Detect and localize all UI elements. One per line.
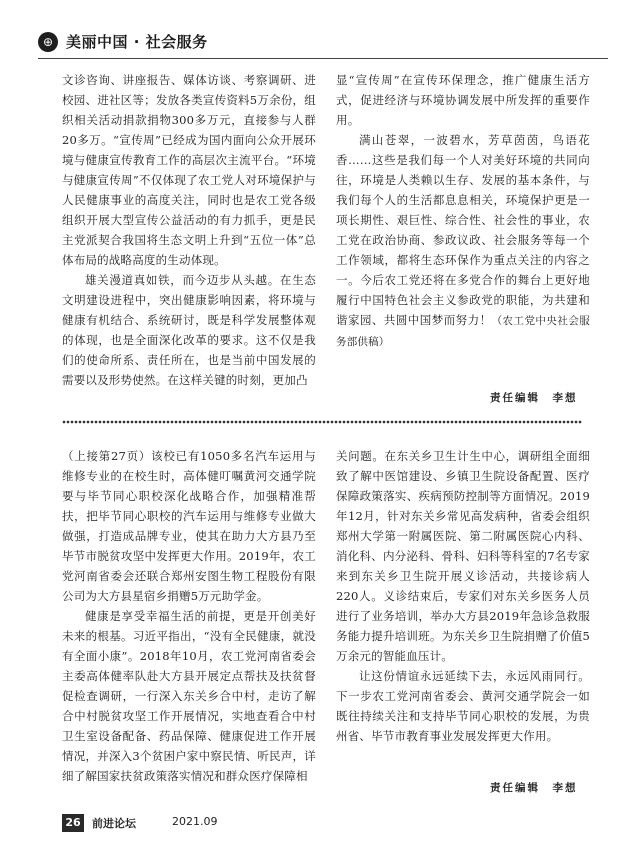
top-left-paragraph-2: 雄关漫道真如铁，而今迈步从头越。在生态文明建设进程中，突出健康影响因素，将环境与健康有机结合、系统研讨，既是科学发展整体观的体现，也是全面深化改革的要求。这不仅是我们的使命所系、责任所在，也是当前中国发展的需要以及形势使然。在这样关键的时刻，更加凸 [62,273,316,387]
bottom-right-paragraph-1: 关问题。在东关乡卫生计生中心，调研组全面细致了解中医馆建设、乡镇卫生院设备配置、医疗保障政策落实、疾病预防控制等方面情况。2019年12月，针对东关乡常见高发病种，省委会组织郑州大学第一附属医院、第二附属医院心内科、消化科、内分泌科、骨科、妇科等科室的7名专家来到东关乡卫生院开展义诊活动，共接诊病人220人。义诊结束后，专家们对东关乡医务人员进行了业务培训，举办大方县2019年急诊急救服务能力提升培训班。为东关乡卫生院捐赠了价值5万余元的智能血压计。 [336,449,590,663]
header-rule [38,58,608,59]
section-divider [62,420,582,424]
page-header [38,30,608,56]
top-right-paragraph-1: 显“宣传周”在宣传环保理念，推广健康生活方式，促进经济与环境协调发展中所发挥的重要作用。 [336,73,590,127]
top-left-column [62,70,316,390]
top-right-paragraph-2-text: 满山苍翠，一波碧水，芳草茵茵，鸟语花香……这些是我们每一个人对美好环境的共同向往，环境是人类赖以生存、发展的基本条件，与我们每个人的生活都息息相关，环境保护更是一项长期性、艰巨性、综合性、社会性的事业，农工党在政治协商、参政议政、社会服务等每一个工作领域，都将生态环保作为重点关注的内容之一。今后农工党还将在多党合作的舞台上更好地履行中国特色社会主义参政党的职能，为共建和谐家园、共圆中国梦而努力！ [336,133,590,327]
page-footer [62,814,582,834]
bottom-right-paragraph-2: 让这份情谊永远延续下去，永远风雨同行。下一步农工党河南省委会、黄河交通学院会一如既往持续关注和支持毕节同心职校的发展，为贵州省、毕节市教育事业发展发挥更大作用。 [336,669,590,743]
top-right-paragraph-2 [336,130,590,352]
section-logo-icon: ⊕ [38,32,58,52]
bottom-left-paragraph-2: 健康是享受幸福生活的前提，更是开创美好未来的根基。习近平指出，“没有全民健康，就没有全面小康”。2018年10月，农工党河南省委会主委高体健率队赴大方县开展定点帮扶及扶贫督促检查调研，一行深入东关乡合中村，走访了解合中村脱贫攻坚工作开展情况，实地查看合中村卫生室设备配备、药品保障、健康促进工作开展情况，并深入3个贫困户家中察民情、听民声，详细了解国家扶贫政策落实情况和群众医疗保障相 [62,609,316,783]
journal-name: 前进论坛 [92,817,136,830]
issue-date: 2021.09 [172,815,218,828]
article-credit: （农工党中央社会服务部供稿） [336,315,590,348]
page-number: 26 [62,814,84,832]
bottom-right-column [336,446,590,746]
bottom-left-paragraph-1: （上接第27页）该校已有1050多名汽车运用与维修专业的在校生时，高体健叮嘱黄河交通学院要与毕节同心职校深化战略合作，加强精准帮扶，把毕节同心职校的汽车运用与维修专业做大做强，打造成品牌专业，使其在助力大方县乃至毕节市脱贫攻坚中发挥更大作用。2019年，农工党河南省委会还联合郑州安图生物工程股份有限公司为大方县星宿乡捐赠5万元助学金。 [62,449,316,603]
top-editor-credit: 责任编辑 李想 [490,392,578,404]
top-right-column [336,70,590,352]
bottom-editor-credit: 责任编辑 李想 [490,782,578,794]
bottom-left-column [62,446,316,786]
top-left-paragraph-1: 文诊咨询、讲座报告、媒体访谈、考察调研、进校园、进社区等；发放各类宣传资料5万余份，组织相关活动捐款捐物300多万元，直接参与人群20多万。“宣传周”已经成为国内面向公众开展环境与健康宣传教育工作的高层次主流平台。“环境与健康宣传周”不仅体现了农工党人对环境保护与人民健康事业的高度关注，同时也是农工党各级组织开展大型宣传公益活动的有力抓手，更是民主党派契合我国将生态文明上升到“五位一体”总体布局的战略高度的生动体现。 [62,73,316,267]
section-title: 美丽中国 · 社会服务 [66,33,208,51]
